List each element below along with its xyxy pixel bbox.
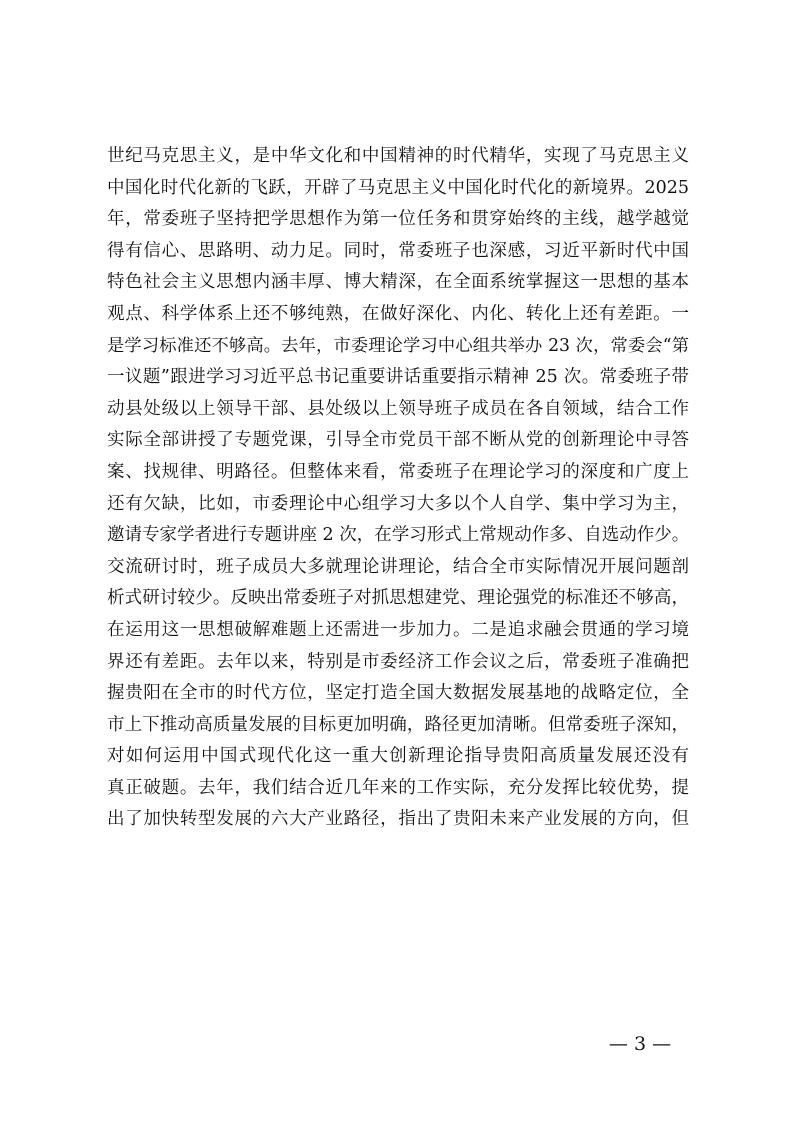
text-line: 得有信心、思路明、动力足。同时，常委班子也深感，习近平新时代中国 — [107, 240, 689, 261]
text-line: 案、找规律、明路径。但整体来看，常委班子在理论学习的深度和广度上 — [107, 461, 689, 482]
text-line: 世纪马克思主义，是中华文化和中国精神的时代精华，实现了马克思主义 — [107, 146, 689, 166]
text-line: 动县处级以上领导干部、县处级以上领导班子成员在各自领域，结合工作 — [107, 398, 689, 419]
text-line: 真正破题。去年，我们结合近几年来的工作实际，充分发挥比较优势，提 — [107, 777, 689, 798]
text-line: 一议题”跟进学习习近平总书记重要讲话重要指示精神 25 次。常委班子带 — [107, 367, 689, 388]
text-line: 在运用这一思想破解难题上还需进一步加力。二是追求融会贯通的学习境 — [107, 619, 689, 640]
text-line: 握贵阳在全市的时代方位，坚定打造全国大数据发展基地的战略定位，全 — [107, 683, 689, 704]
text-line: 观点、科学体系上还不够纯熟，在做好深化、内化、转化上还有差距。一 — [107, 303, 689, 324]
body-text — [107, 141, 689, 836]
text-line: 特色社会主义思想内涵丰厚、博大精深，在全面系统掌握这一思想的基本 — [107, 272, 689, 293]
text-line: 实际全部讲授了专题党课，引导全市党员干部不断从党的创新理论中寻答 — [107, 430, 689, 451]
text-line: 出了加快转型发展的六大产业路径，指出了贵阳未来产业发展的方向，但 — [107, 809, 689, 830]
text-line: 还有欠缺，比如，市委理论中心组学习大多以个人自学、集中学习为主， — [107, 493, 689, 514]
text-line: 中国化时代化新的飞跃，开辟了马克思主义中国化时代化的新境界。2025 — [107, 177, 689, 198]
text-line: 界还有差距。去年以来，特别是市委经济工作会议之后，常委班子准确把 — [107, 651, 689, 672]
text-line: 析式研讨较少。反映出常委班子对抓思想建党、理论强党的标准还不够高， — [107, 588, 689, 609]
text-line: 市上下推动高质量发展的目标更加明确，路径更加清晰。但常委班子深知， — [107, 714, 689, 735]
text-line: 邀请专家学者进行专题讲座 2 次，在学习形式上常规动作多、自选动作少。 — [107, 525, 690, 546]
text-line: 是学习标准还不够高。去年，市委理论学习中心组共举办 23 次，常委会“第 — [107, 335, 689, 356]
text-line: 交流研讨时，班子成员大多就理论讲理论，结合全市实际情况开展问题剖 — [107, 556, 689, 577]
page-number: — 3 — — [608, 1033, 672, 1055]
text-line: 年，常委班子坚持把学思想作为第一位任务和贯穿始终的主线，越学越觉 — [107, 209, 689, 230]
text-line: 对如何运用中国式现代化这一重大创新理论指导贵阳高质量发展还没有 — [107, 746, 689, 767]
